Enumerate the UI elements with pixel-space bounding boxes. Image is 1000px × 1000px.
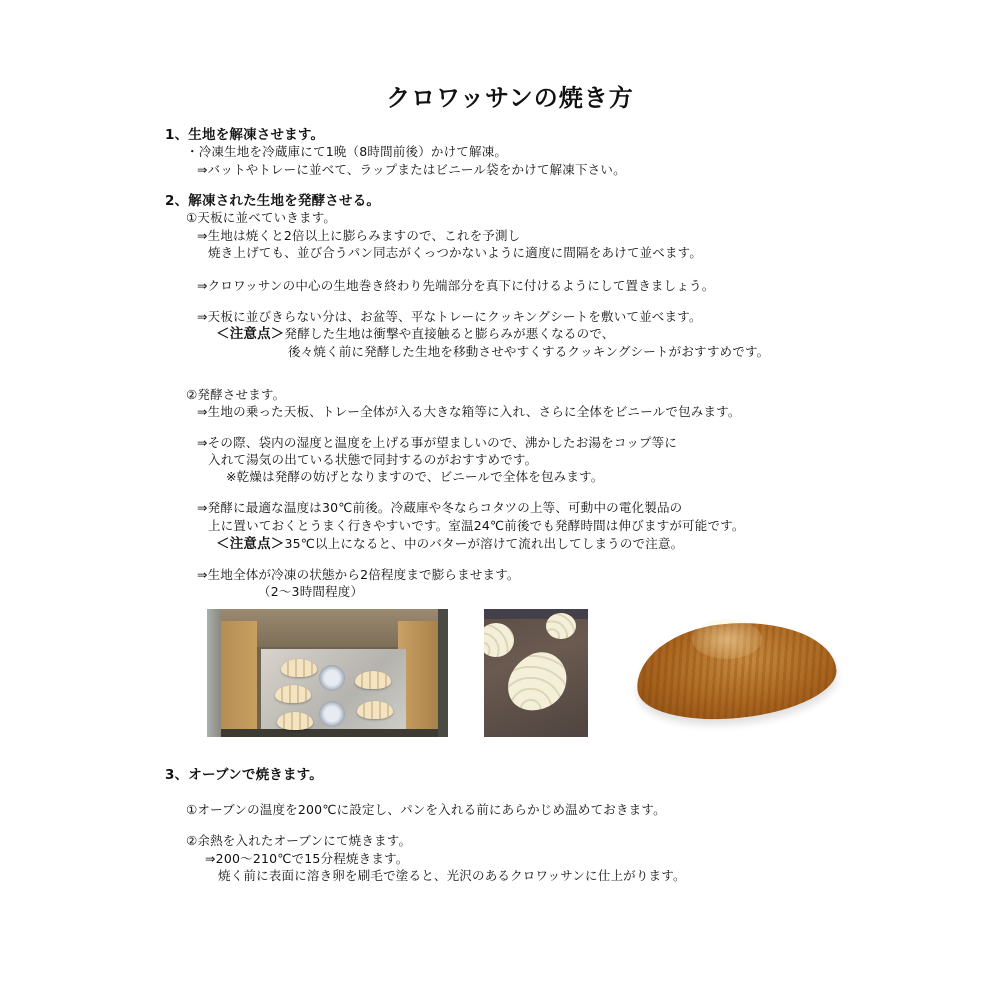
step-label: ②発酵させます。 <box>186 387 286 402</box>
section-3-heading: 3、オーブンで焼きます。 <box>165 767 323 783</box>
step-line: ⇒生地の乗った天板、トレー全体が入る大きな箱等に入れ、さらに全体をビニールで包みます。 <box>197 404 741 419</box>
step-line: ⇒その際、袋内の湿度と温度を上げる事が望ましいので、沸かしたお湯をコップ等に <box>197 435 678 450</box>
page-title: クロワッサンの焼き方 <box>386 84 634 112</box>
caution-text: 35℃以上になると、中のバターが溶けて流れ出してしまうので注意。 <box>284 536 684 551</box>
step-label: ②余熱を入れたオーブンにて焼きます。 <box>186 833 412 848</box>
step-line: 焼く前に表面に溶き卵を刷毛で塗ると、光沢のあるクロワッサンに仕上がります。 <box>218 868 686 883</box>
step-line: 入れて湯気の出ている状態で同封するのがおすすめです。 <box>208 452 538 467</box>
section-1-heading: 1、生地を解凍させます。 <box>165 127 325 143</box>
photo-proofed-dough <box>484 609 588 737</box>
caution-text: 後々焼く前に発酵した生地を移動させやすくするクッキングシートがおすすめです。 <box>288 344 770 359</box>
photo-dough-in-box <box>207 609 448 737</box>
step-line: ⇒200～210℃で15分程焼きます。 <box>205 851 409 866</box>
step-line: ⇒天板に並びきらない分は、お盆等、平なトレーにクッキングシートを敷いて並べます。 <box>197 309 702 324</box>
caution-label: ＜注意点＞ <box>216 326 285 342</box>
caution-text: 発酵した生地は衝撃や直接触ると膨らみが悪くなるので、 <box>284 326 615 341</box>
step-line: ※乾燥は発酵の妨げとなりますので、ビニールで全体を包みます。 <box>226 469 604 484</box>
photo-baked-croissant <box>622 609 856 737</box>
cup-icon <box>319 665 345 691</box>
section-1-line: ⇒バットやトレーに並べて、ラップまたはビニール袋をかけて解凍下さい。 <box>197 162 626 177</box>
step-label: ①天板に並べていきます。 <box>186 210 337 225</box>
step-line: ⇒クロワッサンの中心の生地巻き終わり先端部分を真下に付けるようにして置きましょう。 <box>197 278 715 293</box>
section-2-heading: 2、解凍された生地を発酵させる。 <box>165 193 381 209</box>
cup-icon <box>319 701 345 727</box>
caution-note <box>216 326 614 342</box>
step-line: 焼き上げても、並び合うパン同志がくっつかないように適度に間隔をあけて並べます。 <box>208 245 703 260</box>
step-line: ⇒生地は焼くと2倍以上に膨らみますので、これを予測し <box>197 228 521 243</box>
step-line: ①オーブンの温度を200℃に設定し、パンを入れる前にあらかじめ温めておきます。 <box>186 802 666 817</box>
step-line: ⇒発酵に最適な温度は30℃前後。冷蔵庫や冬ならコタツの上等、可動中の電化製品の <box>197 500 683 515</box>
caution-label: ＜注意点＞ <box>216 536 285 552</box>
caution-note <box>216 536 683 552</box>
step-line: 上に置いておくとうまく行きやすいです。室温24℃前後でも発酵時間は伸びますが可能です。 <box>208 518 745 533</box>
step-line: ⇒生地全体が冷凍の状態から2倍程度まで膨らませます。 <box>197 567 520 582</box>
section-1-line: ・冷凍生地を冷蔵庫にて1晩（8時間前後）かけて解凍。 <box>186 144 508 159</box>
step-line: （2～3時間程度） <box>258 584 364 599</box>
